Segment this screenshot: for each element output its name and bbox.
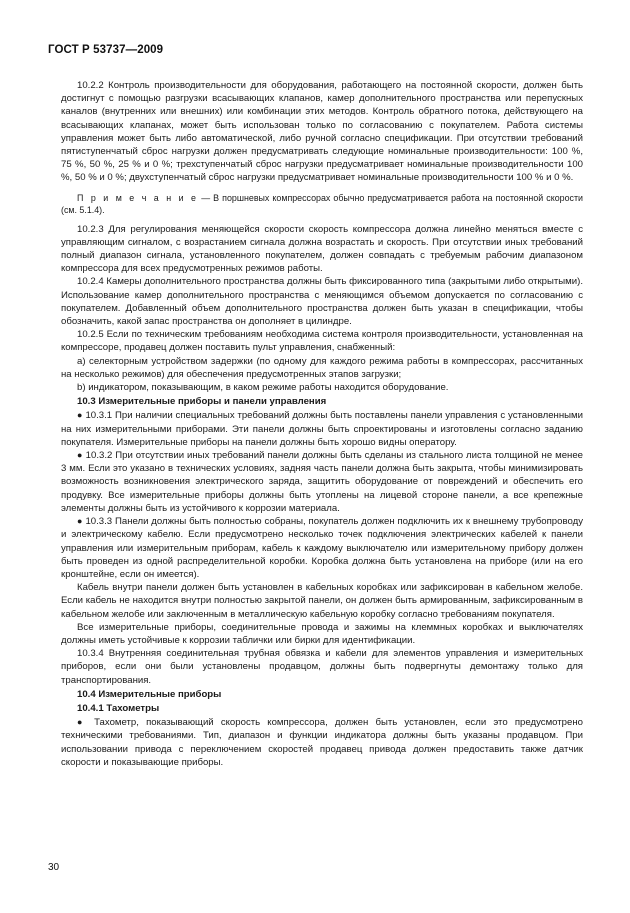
heading-10-4: 10.4 Измерительные приборы bbox=[77, 688, 222, 700]
note-label: П р и м е ч а н и е bbox=[77, 192, 199, 203]
para-10-2-4: 10.2.4 Камеры дополнительного пространства должны быть фиксированного типа (закрытыми либо открытыми). Использование камер дополнительного пространства с меняющимся объемом допускается по согласованию с покупателем. Добавленный объем дополнительного пространства должен быть указан в спецификации, чтобы обозначить, какой запас пространства он дополняет в цилиндре. bbox=[61, 276, 583, 328]
bullet-icon: ● bbox=[77, 450, 83, 461]
standard-header: ГОСТ Р 53737—2009 bbox=[48, 44, 164, 56]
para-cable: Кабель внутри панели должен быть установлен в кабельных коробках или зафиксирован в кабельном желобе. Если кабель не находится внутри полностью закрытой панели, он должен быть армированным, зафиксированным в кабельном желобе или заключенным в металлическую кабельную коробку согласно требованиям покупателя. bbox=[61, 582, 583, 620]
bullet-icon: ● bbox=[77, 410, 83, 421]
document-body bbox=[61, 79, 583, 769]
list-item-b: b) индикатором, показывающим, в каком режиме работы находится оборудование. bbox=[77, 382, 449, 394]
para-10-2-3: 10.2.3 Для регулирования меняющейся скорости скорость компрессора должна линейно меняться вместе с управляющим сигналом, с возрастанием сигнала должна возрастать и скорость. При отсутствии иных требований полный диапазон сигнала, установленного покупателем, должен совпадать с требуемым рабочим диапазоном компрессора для всех предусмотренных режимов работы. bbox=[61, 223, 583, 275]
heading-10-3: 10.3 Измерительные приборы и панели управления bbox=[77, 396, 327, 408]
para-10-3-3: ● 10.3.3 Панели должны быть полностью собраны, покупатель должен подключить их к внешнему трубопроводу и электрическому кабелю. Если предусмотрено несколько точек подключения электрических кабелей к панели управления или измерительным приборам, кабель к каждому выключателю или измерительному прибору должен быть проведен из одной распределительной коробки. Коробка должна быть установлена на приборе (или на его кронштейне, если он имеется). bbox=[61, 516, 583, 580]
note-text: — В поршневых компрессорах обычно предусматривается работа на постоянной скорости (см. 5.1.4). bbox=[61, 192, 583, 215]
para-10-3-2: ● 10.3.2 При отсутствии иных требований панели должны быть сделаны из стального листа толщиной не менее 3 мм. Если это указано в технических условиях, задняя часть панели должна быть закрыта, чтобы минимизировать возможность возникновения электрического заряда, защитить оборудование от повреждений и обеспечить его продувку. Все измерительные приборы должны быть утоплены на лицевой стороне панели, а все крепежные элементы должны быть из устойчивого к коррозии материала. bbox=[61, 450, 584, 514]
note-paragraph bbox=[61, 192, 583, 216]
para-tachometer: ● Тахометр, показывающий скорость компрессора, должен быть установлен, если это предусмотрено техническими требованиями. Тип, диапазон и функции индикатора должны быть указаны продавцом. При использовании привода с переключением скоростей продавец привода должен предоставить также датчик скорости и показывающие приборы. bbox=[61, 717, 583, 768]
list-item-a: а) селекторным устройством задержки (по одному для каждого режима работы в компрессорах, рассчитанных на несколько режимов) для обеспечения предусмотренных этапов загрузки; bbox=[61, 355, 583, 380]
para-instruments: Все измерительные приборы, соединительные провода и зажимы на клеммных коробках и выключателях должны иметь устойчивые к коррозии таблички или бирки для идентификации. bbox=[61, 621, 583, 646]
bullet-icon: ● bbox=[77, 717, 87, 728]
para-10-3-1: ● 10.3.1 При наличии специальных требований должны быть поставлены панели управления с установленными на них измерительными приборами. Эти панели должны быть спроектированы и изготовлены согласно заданию покупателя. Измерительные приборы на панели должны быть хорошо видны оператору. bbox=[61, 410, 584, 448]
para-10-3-4: 10.3.4 Внутренняя соединительная трубная обвязка и кабели для элементов управления и измерительных приборов, если они были установлены продавцом, должны быть подвергнуты демонтажу только для транспортирования. bbox=[61, 648, 583, 686]
heading-10-4-1: 10.4.1 Тахометры bbox=[77, 702, 160, 714]
bullet-icon: ● bbox=[77, 516, 83, 527]
para-10-2-5: 10.2.5 Если по техническим требованиям необходима система контроля производительности, установленная на компрессоре, продавец должен поставить пульт управления, снабженный: bbox=[61, 329, 583, 354]
para-10-2-2: 10.2.2 Контроль производительности для оборудования, работающего на постоянной скорости, должен быть достигнут с помощью разгрузки всасывающих клапанов, камер дополнительного пространства или перепускных каналов (внутренних или внешних) или комбинации этих методов. Контроль обратного потока, действующего на всасывающих клапанах, может быть использован только по согласованию с покупателем. Работа системы управления может быть либо автоматической, либо ручной согласно спецификации. При отсутствии требований пятиступенчатый сброс нагрузки должен предусматривать следующие номинальные производительности: 100 %, 75 %, 50 %, 25 % и 0 %; трехступенчатый сброс нагрузки предусматривает номинальные производительности 100 %, 50 % и 0 %; двухступенчатый сброс нагрузки предусматривает номинальные производительности 100 % и 0 %. bbox=[61, 80, 583, 184]
page-number: 30 bbox=[48, 862, 60, 873]
